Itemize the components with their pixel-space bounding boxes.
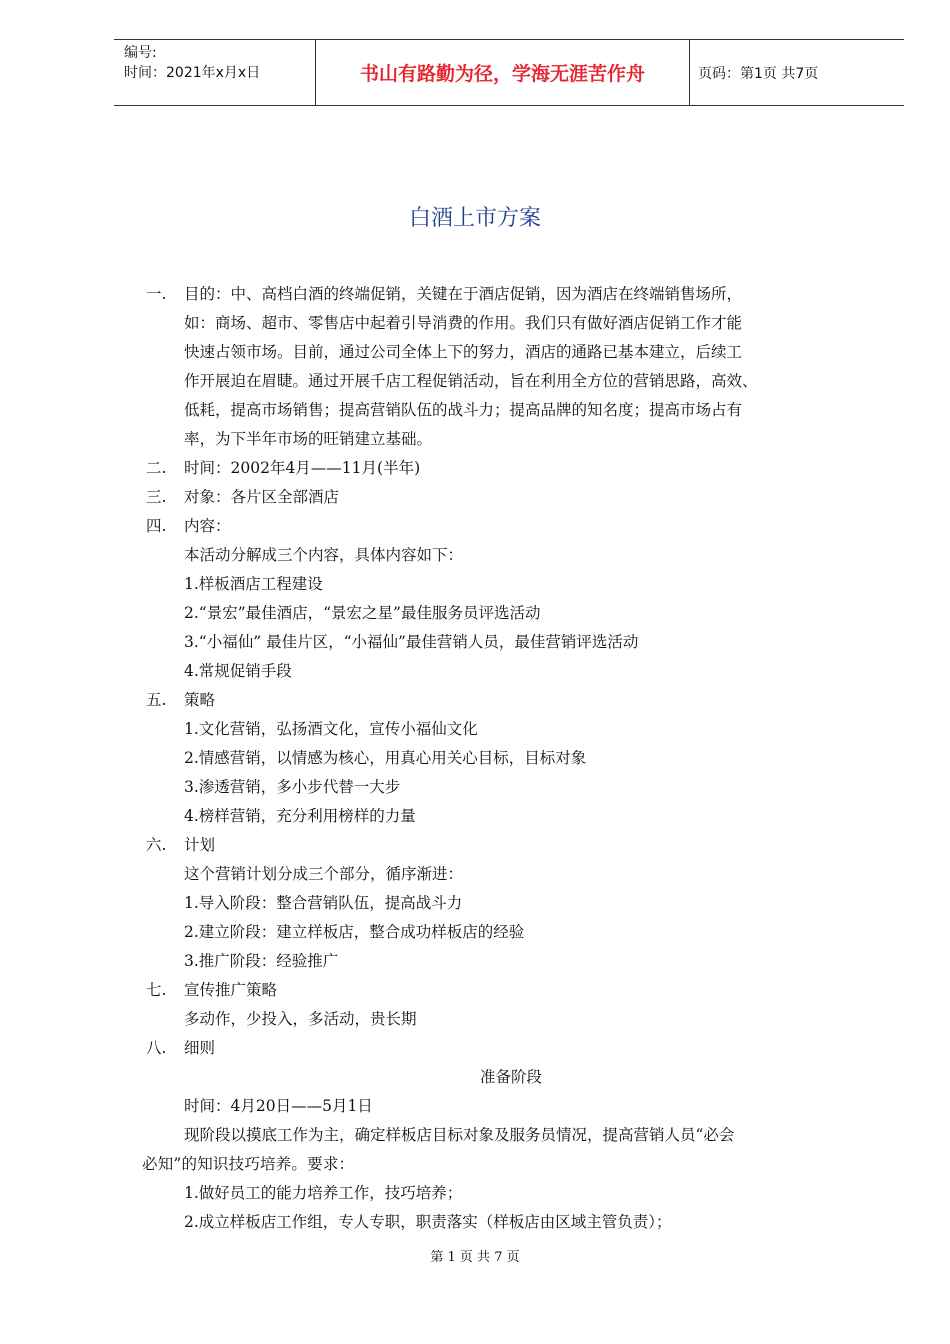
- list-item: 1.文化营销，弘扬酒文化，宣传小福仙文化: [184, 720, 478, 738]
- page-header: [114, 39, 904, 106]
- phase-time: 时间：4月20日——5月1日: [184, 1097, 373, 1115]
- list-item: 4.常规促销手段: [184, 662, 292, 680]
- list-item: 3.“小福仙” 最佳片区，“小福仙”最佳营销人员，最佳营销评选活动: [184, 633, 639, 651]
- list-item: 3.推广阶段：经验推广: [184, 952, 339, 970]
- list-item: 多动作，少投入，多活动，贵长期: [184, 1010, 417, 1028]
- list-item: 2.成立样板店工作组，专人专职，职责落实（样板店由区域主管负责）；: [184, 1213, 672, 1231]
- document-title: 白酒上市方案: [408, 206, 541, 231]
- section-4-heading: [146, 512, 876, 541]
- section-8-heading: [146, 1034, 876, 1063]
- section-5-heading: [146, 686, 876, 715]
- section-2-heading: [146, 454, 876, 483]
- section-number: 八.: [146, 1039, 167, 1057]
- paragraph-line: 必知”的知识技巧培养。要求：: [142, 1155, 355, 1173]
- section-text: 对象：各片区全部酒店: [184, 488, 340, 506]
- section-number: 三.: [146, 488, 167, 506]
- section-7-heading: [146, 976, 876, 1005]
- list-item: 本活动分解成三个内容，具体内容如下：: [184, 546, 464, 564]
- list-item: 2.情感营销，以情感为核心，用真心用关心目标，目标对象: [184, 749, 587, 767]
- paragraph-line: 作开展迫在眉睫。通过开展千店工程促销活动，旨在利用全方位的营销思路，高效、: [184, 372, 758, 390]
- paragraph-line: 快速占领市场。目前，通过公司全体上下的努力，酒店的通路已基本建立，后续工: [184, 343, 743, 361]
- section-3-heading: [146, 483, 876, 512]
- paragraph-line: 目的：中、高档白酒的终端促销，关键在于酒店促销，因为酒店在终端销售场所，: [184, 285, 743, 303]
- code-label: 编号:: [124, 45, 157, 61]
- list-item: 1.做好员工的能力培养工作，技巧培养；: [184, 1184, 463, 1202]
- list-item: 3.渗透营销，多小步代替一大步: [184, 778, 401, 796]
- section-text: 宣传推广策略: [184, 981, 278, 999]
- section-text: 策略: [184, 691, 216, 709]
- section-1-heading: [146, 280, 876, 309]
- section-text: 时间：2002年4月——11月(半年): [184, 459, 421, 477]
- section-number: 二.: [146, 459, 167, 477]
- section-text: 内容：: [184, 517, 231, 535]
- list-item: 这个营销计划分成三个部分，循序渐进：: [184, 865, 464, 883]
- section-text: 细则: [184, 1039, 216, 1057]
- header-page-info: 页码：第1页 共7页: [698, 65, 819, 82]
- section-number: 四.: [146, 517, 167, 535]
- document-body: [142, 280, 876, 1237]
- page-footer: 第 1 页 共 7 页: [430, 1250, 520, 1265]
- list-item: 2.“景宏”最佳酒店，“景宏之星”最佳服务员评选活动: [184, 604, 541, 622]
- time-label: 时间：2021年x月x日: [124, 65, 261, 81]
- list-item: 1.样板酒店工程建设: [184, 575, 323, 593]
- section-number: 一.: [146, 285, 167, 303]
- paragraph-line: 低耗，提高市场销售；提高营销队伍的战斗力；提高品牌的知名度；提高市场占有: [184, 401, 743, 419]
- section-number: 七.: [146, 981, 167, 999]
- subsection-title: 准备阶段: [479, 1068, 542, 1086]
- section-6-heading: [146, 831, 876, 860]
- list-item: 4.榜样营销，充分利用榜样的力量: [184, 807, 416, 825]
- paragraph-line: 率，为下半年市场的旺销建立基础。: [184, 430, 433, 448]
- paragraph-line: 如：商场、超市、零售店中起着引导消费的作用。我们只有做好酒店促销工作才能: [184, 314, 743, 332]
- paragraph-line: 现阶段以摸底工作为主，确定样板店目标对象及服务员情况，提高营销人员“必会: [184, 1126, 735, 1144]
- section-number: 五.: [146, 691, 167, 709]
- section-text: 计划: [184, 836, 216, 854]
- header-meta: [114, 40, 316, 105]
- list-item: 2.建立阶段：建立样板店，整合成功样板店的经验: [184, 923, 525, 941]
- section-number: 六.: [146, 836, 167, 854]
- header-motto: 书山有路勤为径，学海无涯苦作舟: [316, 40, 690, 105]
- list-item: 1.导入阶段：整合营销队伍，提高战斗力: [184, 894, 463, 912]
